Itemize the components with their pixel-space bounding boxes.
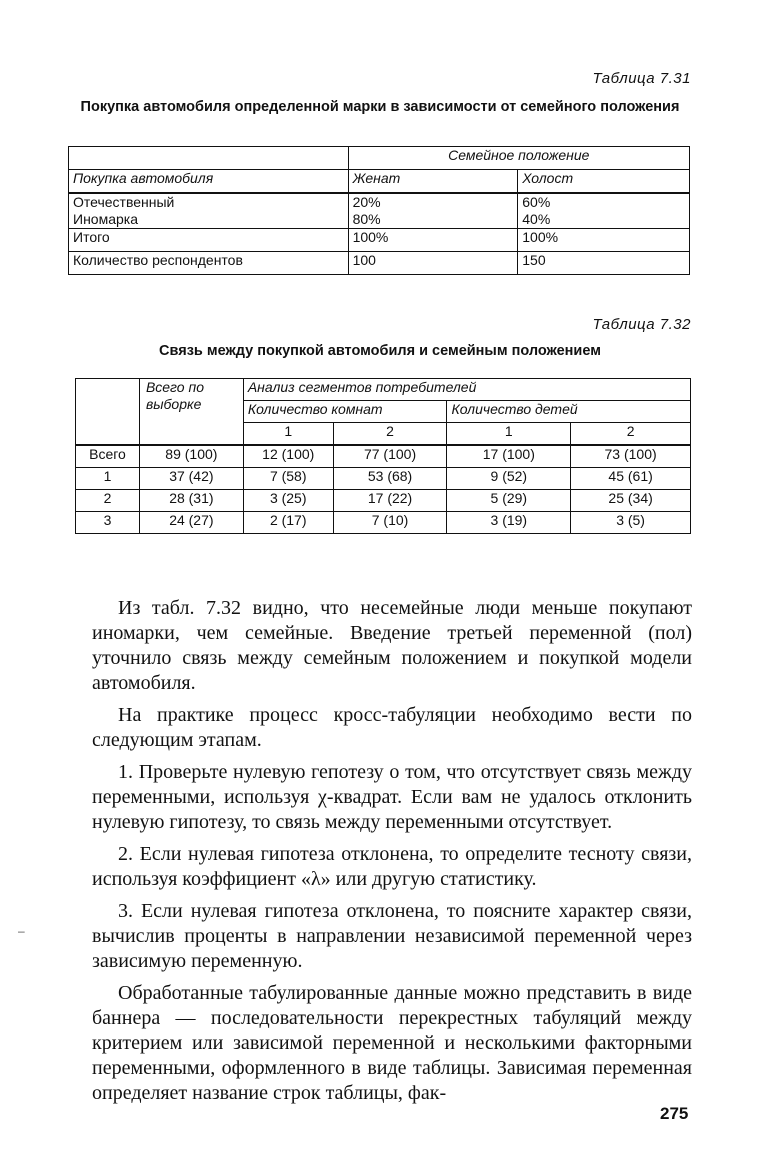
cell-value: 60% <box>522 194 551 210</box>
cell-value: 53 (68) <box>333 468 447 490</box>
cell-value: 77 (100) <box>333 445 447 468</box>
cell-value: 89 (100) <box>139 445 243 468</box>
table-row <box>69 252 690 275</box>
cell-value: 2 (17) <box>243 512 333 534</box>
cell-value: 5 (29) <box>447 490 571 512</box>
cell-value: 73 (100) <box>571 445 691 468</box>
table-row <box>69 229 690 252</box>
cell-value: 3 (25) <box>243 490 333 512</box>
cell-value: 100% <box>348 229 518 252</box>
row-label: 2 <box>76 490 140 512</box>
paragraph: 3. Если нулевая гипотеза отклонена, то поясните характер связи, вычислив проценты в направлении независимой переменной через зависимую переменную. <box>92 900 692 972</box>
row-label: Всего <box>76 445 140 468</box>
cell-value: 12 (100) <box>243 445 333 468</box>
paragraph: 2. Если нулевая гипотеза отклонена, то определите тесноту связи, используя коэффициент «λ» или другую статистику. <box>92 843 692 890</box>
table-cell <box>76 379 140 446</box>
row-label: Иномарка <box>73 211 138 227</box>
cell-value: 45 (61) <box>571 468 691 490</box>
table-cell <box>69 147 349 170</box>
cell-value: 7 (58) <box>243 468 333 490</box>
table2 <box>75 378 691 534</box>
row-label: 3 <box>76 512 140 534</box>
cell-value: 150 <box>518 252 690 275</box>
table1-title: Покупка автомобиля определенной марки в зависимости от семейного положения <box>80 99 680 115</box>
table-cell <box>348 193 518 229</box>
page-number: 275 <box>660 1104 689 1123</box>
col-header: Анализ сегментов потребителей <box>243 379 690 401</box>
sub-header: 1 <box>447 423 571 446</box>
col-header: Покупка автомобиля <box>69 170 349 194</box>
table2-title: Связь между покупкой автомобиля и семейным положением <box>159 343 601 359</box>
cell-value: 20% <box>352 194 381 210</box>
sub-header: 2 <box>333 423 447 446</box>
cell-value: 3 (19) <box>447 512 571 534</box>
table-row <box>69 147 690 170</box>
cell-value: 28 (31) <box>139 490 243 512</box>
margin-mark: – <box>18 924 25 938</box>
row-label: 1 <box>76 468 140 490</box>
row-label: Количество респондентов <box>69 252 349 275</box>
paragraph: 1. Проверьте нулевую гепотезу о том, что отсутствует связь между переменными, используя χ-квадрат. Если вам не удалось отклонить нулевую гипотезу, то связь между переменными отсутствует. <box>92 761 692 833</box>
group-header: Семейное положение <box>348 147 689 170</box>
cell-value: 9 (52) <box>447 468 571 490</box>
paragraph: Обработанные табулированные данные можно представить в виде баннера — последовательности перекрестных табуляций между критерием или зависимой переменной и несколькими факторными переменными, оформленного в виде таблицы. Зависимая переменная определяет название строк таблицы, фак- <box>92 982 692 1104</box>
cell-value: 100% <box>518 229 690 252</box>
cell-value: 3 (5) <box>571 512 691 534</box>
col-header: Количество детей <box>447 401 691 423</box>
sub-header: 2 <box>571 423 691 446</box>
table1 <box>68 146 690 275</box>
table1-caption: Таблица 7.31 <box>592 70 691 87</box>
cell-value: 40% <box>522 211 551 227</box>
col-header: Всего по выборке <box>139 379 243 446</box>
cell-value: 100 <box>348 252 518 275</box>
cell-value: 24 (27) <box>139 512 243 534</box>
table-row <box>69 193 690 229</box>
table-row <box>76 379 691 401</box>
table-row <box>76 490 691 512</box>
table-row <box>76 468 691 490</box>
row-label: Итого <box>69 229 349 252</box>
paragraph: На практике процесс кросс-табуляции необходимо вести по следующим этапам. <box>92 704 692 751</box>
table-row <box>76 445 691 468</box>
body-text <box>92 596 692 1113</box>
table-row <box>76 512 691 534</box>
cell-value: 80% <box>352 211 381 227</box>
table-cell <box>518 193 690 229</box>
row-label: Отечественный <box>73 194 175 210</box>
cell-value: 7 (10) <box>333 512 447 534</box>
col-header: Холост <box>518 170 690 194</box>
sub-header: 1 <box>243 423 333 446</box>
table-row <box>69 170 690 194</box>
cell-value: 17 (100) <box>447 445 571 468</box>
paragraph: Из табл. 7.32 видно, что несемейные люди меньше покупают иномарки, чем семейные. Введение третьей переменной (пол) уточнило связь между семейным положением и покупкой модели автомобиля. <box>92 597 692 694</box>
table-cell <box>69 193 349 229</box>
cell-value: 17 (22) <box>333 490 447 512</box>
col-header: Женат <box>348 170 518 194</box>
cell-value: 25 (34) <box>571 490 691 512</box>
cell-value: 37 (42) <box>139 468 243 490</box>
col-header: Количество комнат <box>243 401 447 423</box>
table2-caption: Таблица 7.32 <box>592 316 691 333</box>
